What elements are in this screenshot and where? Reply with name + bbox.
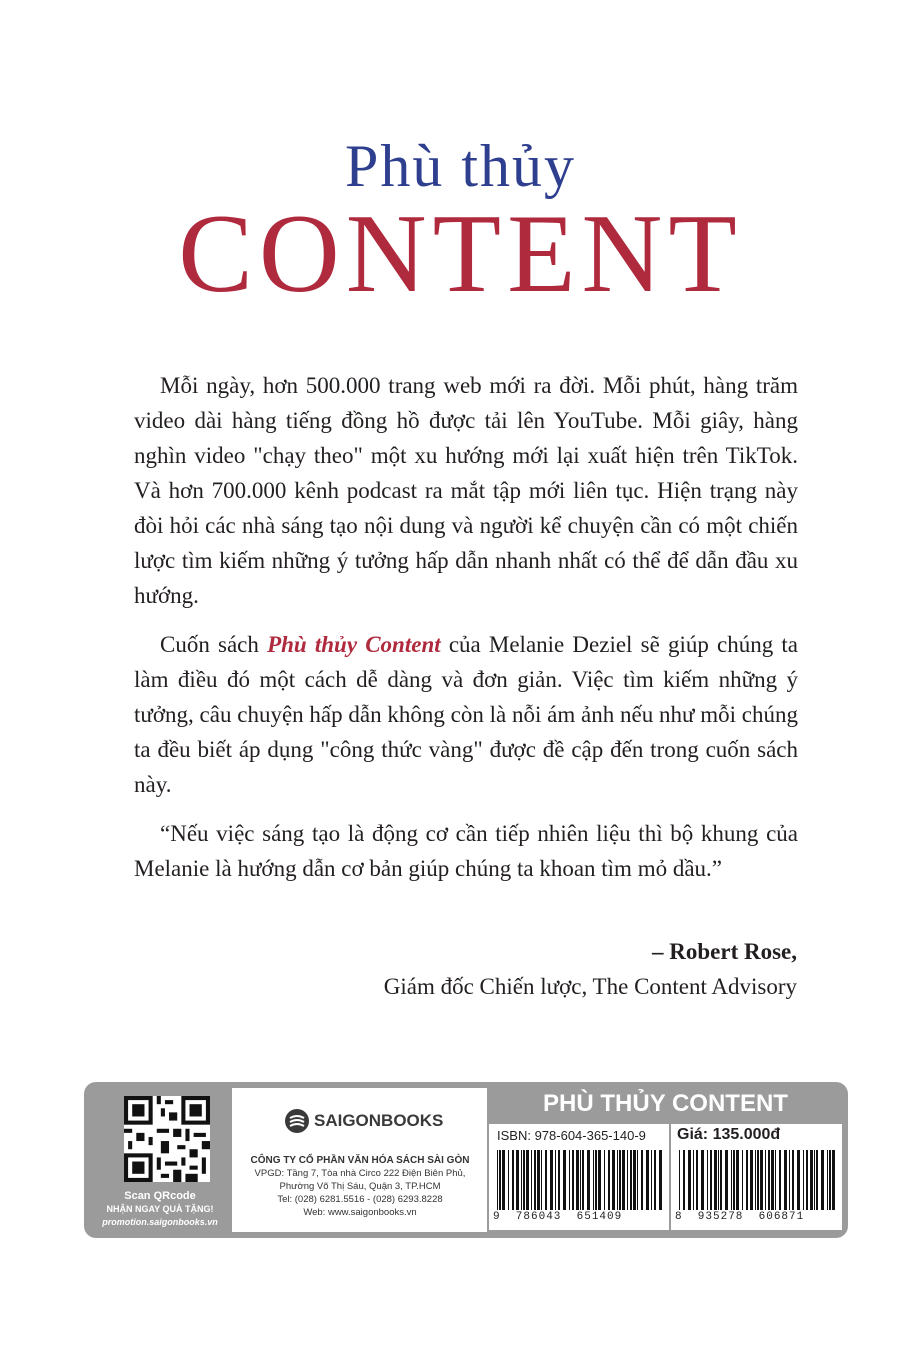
barcode-stripe: [784, 1150, 787, 1210]
qr-url[interactable]: promotion.saigonbooks.vn: [102, 1217, 218, 1227]
barcode-stripe: [821, 1150, 824, 1210]
barcode-stripe: [810, 1150, 813, 1210]
barcode-stripe: [627, 1150, 628, 1210]
publisher-phone: Tel: (028) 6281.5516 - (028) 6293.8228: [277, 1194, 443, 1205]
qr-caption: [90, 1190, 230, 1229]
barcode-stripe: [750, 1150, 753, 1210]
price-barcode-block: [671, 1124, 842, 1230]
barcode-stripe: [622, 1150, 625, 1210]
publisher-company: CÔNG TY CỔ PHẦN VĂN HÓA SÁCH SÀI GÒN: [250, 1155, 470, 1166]
barcode-stripe: [733, 1150, 735, 1210]
barcode-stripe: [617, 1150, 618, 1210]
barcode-stripe: [646, 1150, 649, 1210]
barcode-stripe: [693, 1150, 694, 1210]
barcode-stripe: [696, 1150, 698, 1210]
barcode-stripe: [537, 1150, 540, 1210]
isbn-barcode-block: [489, 1124, 669, 1230]
blurb-paragraph-1: Mỗi ngày, hơn 500.000 trang web mới ra đời. Mỗi phút, hàng trăm video dài hàng tiếng đồng hồ được tải lên YouTube. Mỗi giây, hàng nghìn video "chạy theo" một xu hướng mới lại xuất hiện trên TikTok. Và hơn 700.000 kênh podcast ra mắt tập mới liên tục. Hiện trạng này đòi hỏi các nhà sáng tạo nội dung và người kể chuyện cần có một chiến lược tìm kiếm những ý tưởng hấp dẫn nhanh nhất có thể để dẫn đầu xu hướng.: [134, 373, 798, 608]
barcode-stripe: [701, 1150, 704, 1210]
qr-scan-label: Scan QRcode: [124, 1190, 196, 1202]
barcode-stripe: [688, 1150, 691, 1210]
publisher-section: [232, 1088, 487, 1232]
barcode-stripe: [531, 1150, 532, 1210]
barcode-stripe: [633, 1150, 636, 1210]
barcode-stripe: [604, 1150, 605, 1210]
barcode-stripe: [497, 1150, 498, 1210]
price-label: Giá: 135.000đ: [677, 1126, 781, 1143]
barcode-stripe: [814, 1150, 815, 1210]
barcode-stripe: [526, 1150, 529, 1210]
book-title-line2: CONTENT: [178, 192, 743, 316]
book-title-line1: Phù thủy: [344, 133, 577, 199]
barcode-stripe: [714, 1150, 717, 1210]
product-title: PHÙ THỦY CONTENT: [543, 1090, 788, 1117]
barcode-stripe: [598, 1150, 601, 1210]
barcode-stripe: [595, 1150, 597, 1210]
barcode-stripe: [654, 1150, 656, 1210]
barcode-stripe: [630, 1150, 632, 1210]
attribution-role: Giám đốc Chiến lược, The Content Advisory: [383, 974, 797, 999]
blurb: [134, 368, 798, 900]
barcode-stripe: [683, 1150, 685, 1210]
barcode-stripe: [720, 1150, 722, 1210]
paragraph-2-rest: của Melanie Deziel sẽ giúp chúng ta làm điều đó một cách dễ dàng và đơn giản. Việc tìm kiếm những ý tưởng, câu chuyện hấp dẫn không còn là nỗi ám ảnh nếu như mỗi chúng ta đều biết áp dụng "công thức vàng" được đề cập đến trong cuốn sách này.: [134, 632, 798, 797]
quote-attribution: [384, 934, 797, 1004]
barcode-stripe: [580, 1150, 581, 1210]
barcode-stripe: [806, 1150, 808, 1210]
barcode-stripe: [829, 1150, 831, 1210]
publisher-web[interactable]: Web: www.saigonbooks.vn: [303, 1207, 417, 1218]
barcode-stripe: [803, 1150, 804, 1210]
product-section: [489, 1088, 842, 1232]
barcode-stripe: [797, 1150, 800, 1210]
blurb-paragraph-2: [134, 627, 798, 802]
barcode-stripe: [792, 1150, 794, 1210]
back-cover-info-panel: [84, 1082, 848, 1238]
barcode-stripe: [641, 1150, 643, 1210]
barcode-stripe: [545, 1150, 547, 1210]
barcode-stripe: [779, 1150, 781, 1210]
barcode-stripe: [771, 1150, 774, 1210]
barcode-stripe: [521, 1150, 522, 1210]
isbn-barcode-number: 9 786043 651409: [493, 1211, 623, 1223]
barcode-stripe: [502, 1150, 505, 1210]
barcode-stripe: [731, 1150, 732, 1210]
publisher-logo-text: SAIGONBOOKS: [314, 1111, 444, 1130]
barcode-stripe: [499, 1150, 501, 1210]
barcode-stripe: [516, 1150, 519, 1210]
barcode-stripe: [523, 1150, 525, 1210]
barcode-stripe: [582, 1150, 584, 1210]
barcode-stripe: [707, 1150, 708, 1210]
barcode-stripe: [541, 1150, 542, 1210]
barcode-stripe: [612, 1150, 615, 1210]
publisher-logo: [284, 1108, 443, 1134]
price-barcode: [677, 1150, 837, 1210]
barcode-stripe: [569, 1150, 570, 1210]
barcode-stripe: [608, 1150, 610, 1210]
barcode-stripe: [679, 1150, 680, 1210]
barcode-stripe: [593, 1150, 594, 1210]
publisher-info: [240, 1154, 480, 1219]
barcode-stripe: [742, 1150, 743, 1210]
price-barcode-number: 8 935278 606871: [675, 1211, 805, 1223]
barcode-stripe: [651, 1150, 652, 1210]
barcode-stripe: [757, 1150, 759, 1210]
qr-section: [90, 1088, 230, 1232]
barcode-stripe: [558, 1150, 560, 1210]
saigonbooks-logo-icon: [284, 1108, 310, 1134]
barcode-stripe: [637, 1150, 638, 1210]
barcode-stripe: [816, 1150, 818, 1210]
qr-code-icon[interactable]: [124, 1096, 210, 1182]
blurb-quote: “Nếu việc sáng tạo là động cơ cần tiếp nhiên liệu thì bộ khung của Melanie là hướng dẫn cơ bản giúp chúng ta khoan tìm mỏ dầu.”: [134, 821, 798, 881]
barcode-stripe: [775, 1150, 776, 1210]
barcode-stripe: [827, 1150, 828, 1210]
book-title-inline: Phù thủy Content: [267, 632, 441, 657]
isbn-barcode: [495, 1150, 663, 1210]
barcode-stripe: [587, 1150, 590, 1210]
barcode-stripe: [768, 1150, 770, 1210]
barcode-stripe: [755, 1150, 756, 1210]
barcode-stripe: [555, 1150, 556, 1210]
barcode-stripe: [534, 1150, 536, 1210]
barcode-stripe: [789, 1150, 790, 1210]
barcode-stripe: [832, 1150, 835, 1210]
publisher-address-1: VPGD: Tầng 7, Tòa nhà Circo 222 Điện Biên Phủ,: [254, 1168, 466, 1179]
barcode-stripe: [550, 1150, 553, 1210]
paragraph-2-lead: Cuốn sách: [160, 632, 268, 657]
barcode-stripe: [572, 1150, 574, 1210]
qr-gift-label: NHẬN NGAY QUÀ TẶNG!: [106, 1204, 214, 1214]
barcode-stripe: [736, 1150, 739, 1210]
barcode-stripe: [619, 1150, 621, 1210]
attribution-name: – Robert Rose,: [652, 939, 797, 964]
barcode-stripe: [746, 1150, 748, 1210]
barcode-stripe: [563, 1150, 566, 1210]
barcode-stripe: [659, 1150, 662, 1210]
barcode-stripe: [508, 1150, 509, 1210]
barcode-stripe: [710, 1150, 712, 1210]
barcode-stripe: [576, 1150, 579, 1210]
barcode-stripe: [718, 1150, 719, 1210]
barcode-stripe: [725, 1150, 728, 1210]
barcode-stripe: [765, 1150, 766, 1210]
publisher-address-2: Phường Võ Thị Sáu, Quận 3, TP.HCM: [279, 1181, 441, 1192]
barcode-stripe: [512, 1150, 514, 1210]
isbn-label: ISBN: 978-604-365-140-9: [497, 1128, 646, 1143]
barcode-stripe: [760, 1150, 763, 1210]
